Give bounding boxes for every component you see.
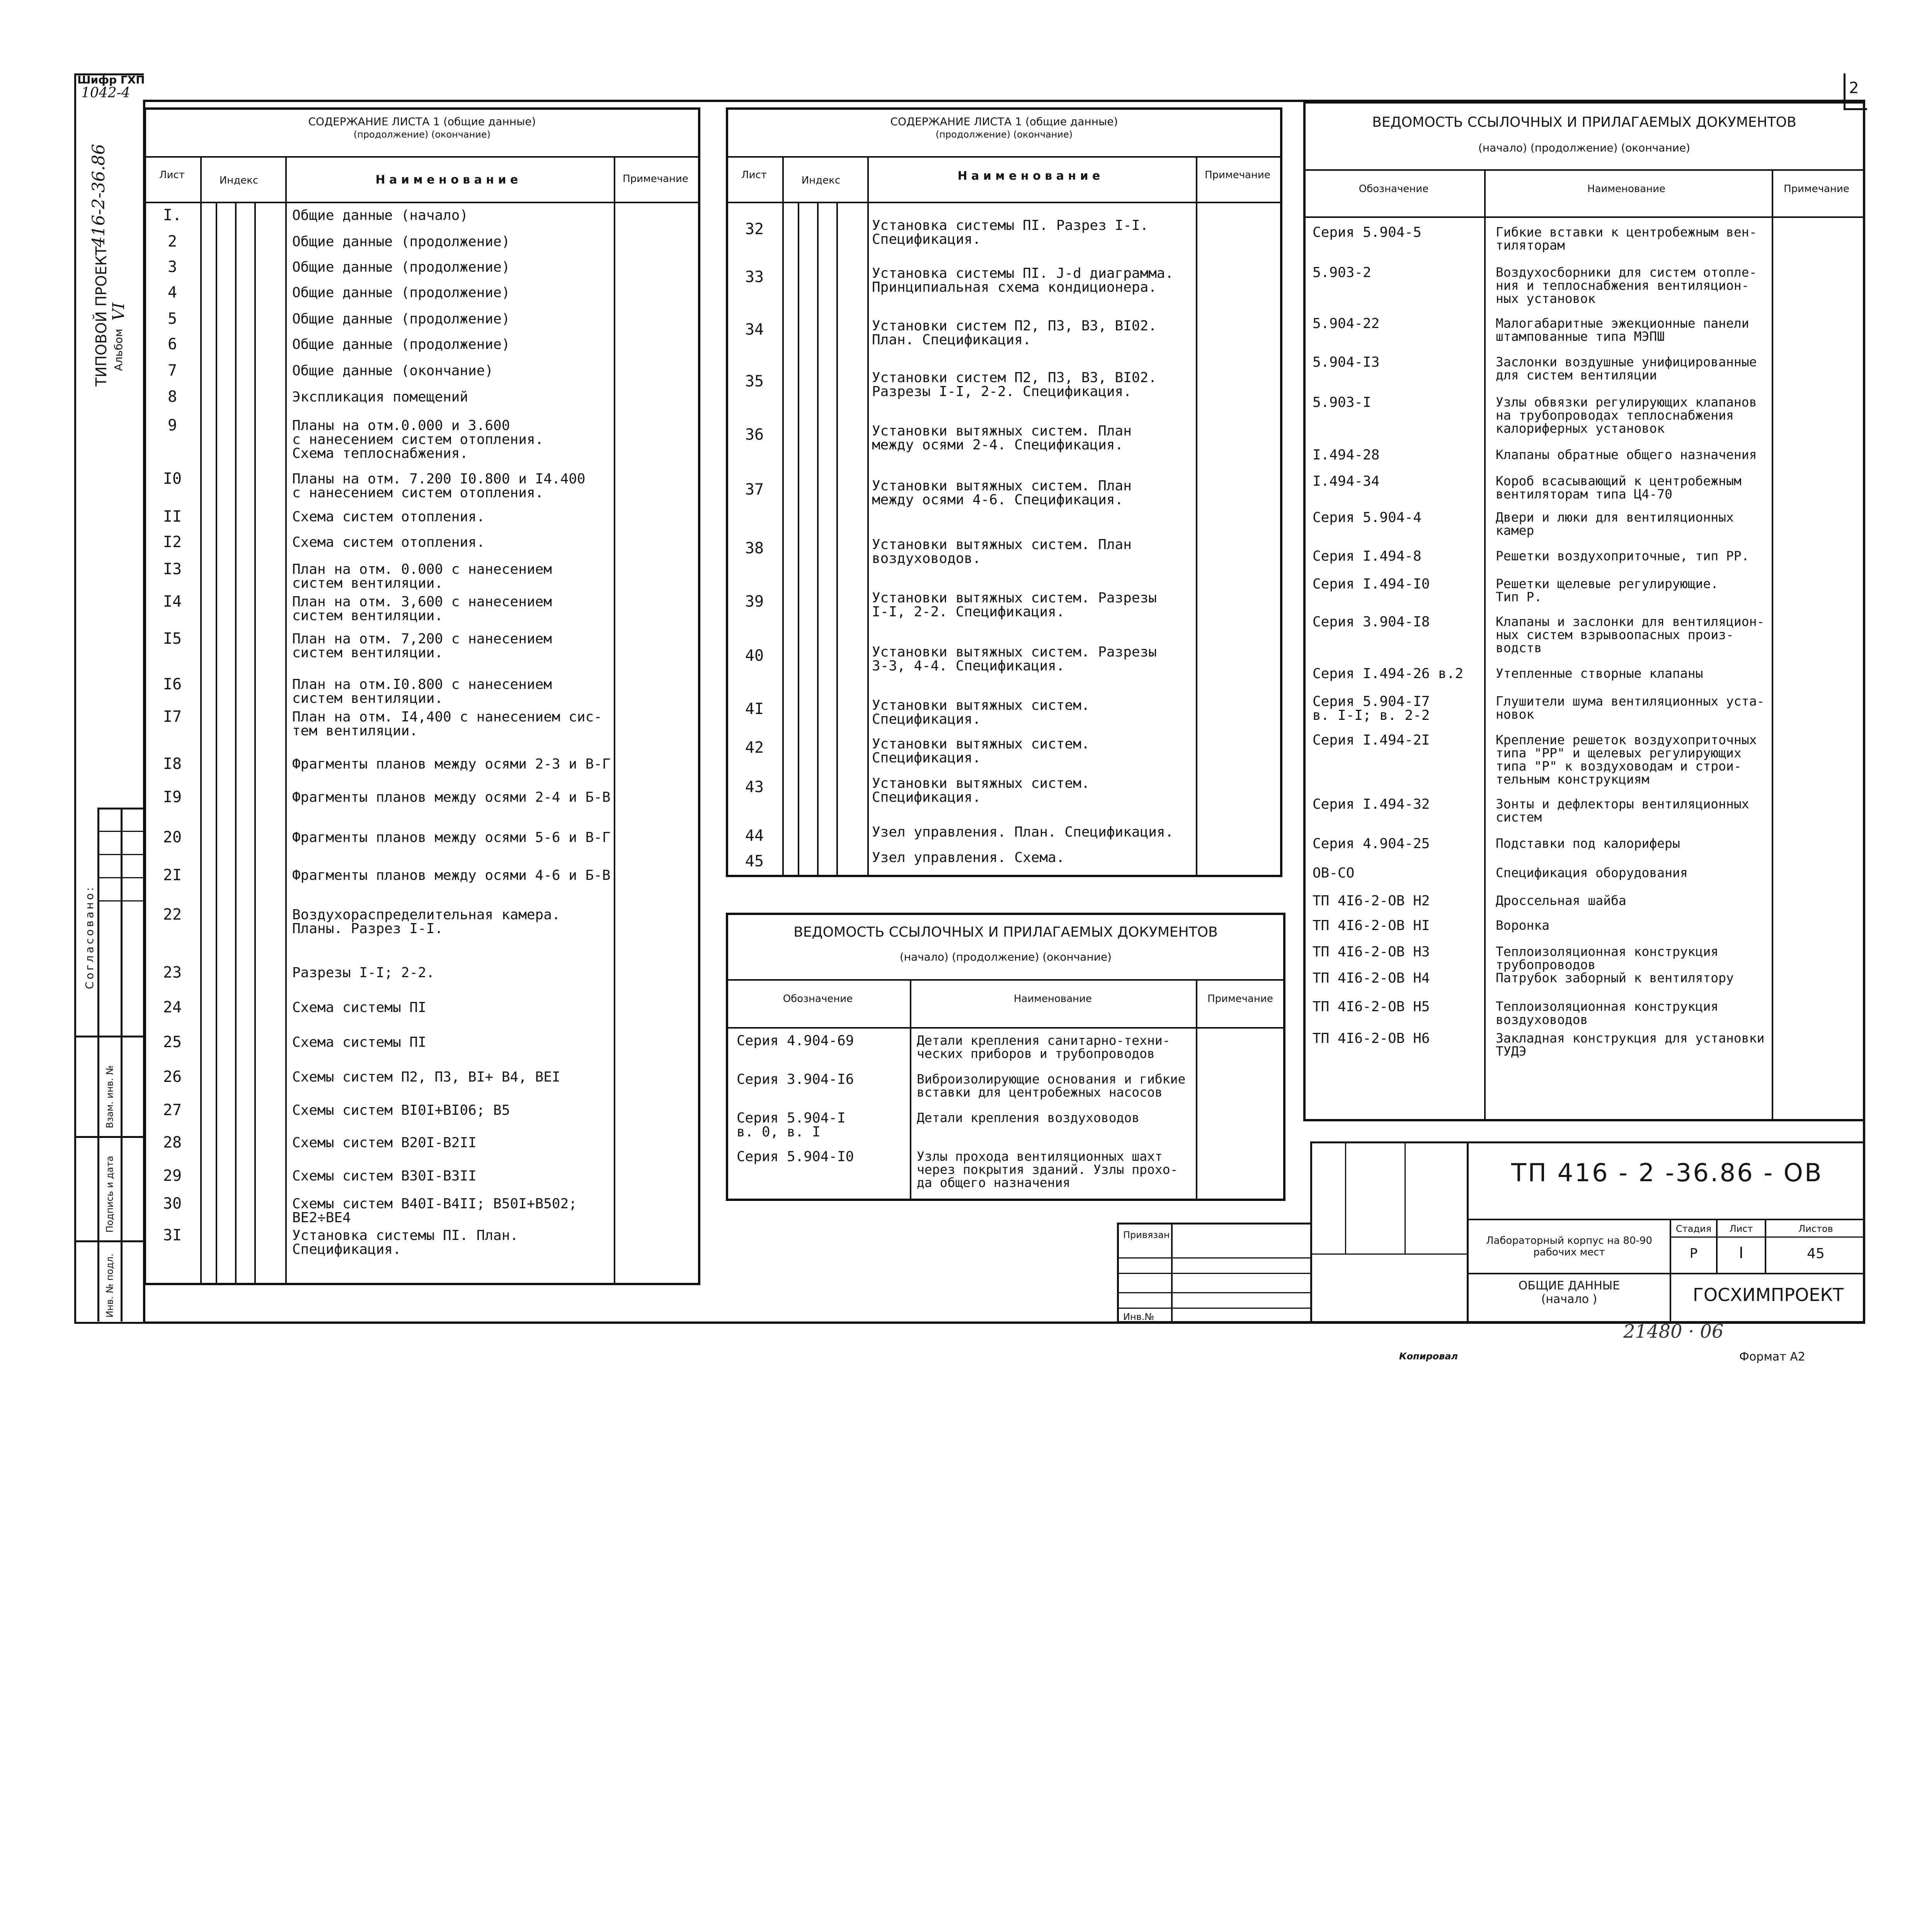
refs-right-code: Серия 3.904-I8 bbox=[1313, 614, 1430, 630]
contents-left-sheet-no: 8 bbox=[167, 388, 177, 406]
contents-mid-col-index: Индекс bbox=[801, 175, 841, 186]
format-label: Формат А2 bbox=[1739, 1350, 1805, 1364]
refs-right-code: Серия 4.904-25 bbox=[1313, 836, 1430, 852]
contents-left-title: СОДЕРЖАНИЕ ЛИСТА 1 (общие данные) bbox=[308, 115, 536, 128]
contents-mid-row-text: Установки вытяжных систем. Разрезы I-I, 2-2. Спецификация. bbox=[872, 590, 1157, 620]
stage-value: Р bbox=[1689, 1246, 1698, 1261]
contents-left-sheet-no: 28 bbox=[163, 1134, 182, 1151]
refs-right-name: Патрубок заборный к вентилятору bbox=[1496, 970, 1734, 985]
contents-mid-row-text: Установки вытяжных систем. Спецификация. bbox=[872, 697, 1090, 727]
refs-right-title: ВЕДОМОСТЬ ССЫЛОЧНЫХ И ПРИЛАГАЕМЫХ ДОКУМЕНТОВ bbox=[1372, 114, 1796, 130]
sheet-label: Лист bbox=[1729, 1223, 1753, 1234]
contents-mid-row-text: Установки вытяжных систем. План между осями 2-4. Спецификация. bbox=[872, 423, 1132, 453]
sheet-number: 2 bbox=[1849, 79, 1859, 97]
contents-left-sheet-no: 3I bbox=[163, 1226, 182, 1244]
contents-left-sheet-no: I6 bbox=[163, 675, 182, 693]
contents-left-sheet-no: 2I bbox=[163, 866, 182, 884]
refs-right-name: Закладная конструкция для установки ТУДЭ bbox=[1496, 1031, 1765, 1059]
refs-right-name: Утепленные створные клапаны bbox=[1496, 666, 1703, 681]
contents-left-sheet-no: I9 bbox=[163, 788, 182, 806]
refs-right-code: 5.904-I3 bbox=[1313, 354, 1380, 370]
contents-left-row-text: План на отм. 7,200 с нанесением систем вентиляции. bbox=[292, 631, 552, 661]
contents-left-sheet-no: 6 bbox=[167, 335, 177, 353]
contents-mid-row-text: Установки систем П2, П3, В3, ВI02. Разрезы I-I, 2-2. Спецификация. bbox=[872, 370, 1157, 400]
contents-left-sheet-no: 24 bbox=[163, 998, 182, 1016]
refs-mid-code: Серия 5.904-I в. 0, в. I bbox=[737, 1110, 846, 1140]
contents-left-row-text: Установка системы ПI. План. Спецификация. bbox=[292, 1228, 519, 1257]
refs-right-code: Серия 5.904-4 bbox=[1313, 510, 1422, 526]
contents-left-row-text: Схемы систем В40I-В4II; В50I+В502; ВЕ2÷ВЕ4 bbox=[292, 1196, 577, 1226]
contents-left-sheet-no: 22 bbox=[163, 906, 182, 923]
refs-right-name: Двери и люки для вентиляционных камер bbox=[1496, 510, 1734, 538]
refs-right-code: 5.903-I bbox=[1313, 395, 1371, 410]
refs-right-code: ТП 4I6-2-ОВ НI bbox=[1313, 918, 1430, 934]
contents-mid-sheet-no: 32 bbox=[745, 220, 764, 238]
refs-right-code: ТП 4I6-2-ОВ Н5 bbox=[1313, 999, 1430, 1015]
contents-left-row-text: Фрагменты планов между осями 5-6 и В-Г bbox=[292, 830, 611, 845]
contents-left-sheet-no: I3 bbox=[163, 560, 182, 578]
stage-label: Стадия bbox=[1675, 1223, 1712, 1234]
refs-right-name: Дроссельная шайба bbox=[1496, 893, 1626, 908]
contents-mid-row-text: Установки вытяжных систем. Спецификация. bbox=[872, 776, 1090, 805]
contents-mid-row-text: Установки систем П2, П3, В3, ВI02. План. Спецификация. bbox=[872, 318, 1157, 348]
contents-left-sheet-no: I. bbox=[163, 206, 182, 224]
contents-left-row-text: План на отм. I4,400 с нанесением сис- тем вентиляции. bbox=[292, 709, 602, 739]
refs-mid-col-code: Обозначение bbox=[783, 993, 853, 1005]
side-project-no: 416-2-36.86 bbox=[89, 144, 109, 247]
refs-right-name: Теплоизоляционная конструкция воздуховодов bbox=[1496, 999, 1719, 1027]
organization: ГОСХИМПРОЕКТ bbox=[1692, 1284, 1844, 1305]
contents-left-row-text: Фрагменты планов между осями 4-6 и Б-В bbox=[292, 867, 611, 883]
contents-left-sheet-no: 25 bbox=[163, 1033, 182, 1051]
refs-right-name: Решетки воздухоприточные, тип РР. bbox=[1496, 548, 1749, 563]
contents-left-sheet-no: 23 bbox=[163, 964, 182, 981]
contents-left-sheet-no: 30 bbox=[163, 1195, 182, 1213]
refs-right-name: Заслонки воздушные унифицированные для систем вентиляции bbox=[1496, 354, 1757, 383]
contents-mid-col-name: Н а и м е н о в а н и е bbox=[957, 169, 1100, 183]
contents-mid-row-text: Установки вытяжных систем. Разрезы 3-3, 4-4. Спецификация. bbox=[872, 644, 1157, 674]
contents-left-sheet-no: I4 bbox=[163, 593, 182, 611]
contents-mid-row-text: Установки вытяжных систем. Спецификация. bbox=[872, 736, 1090, 766]
refs-right-col-note: Примечание bbox=[1784, 183, 1849, 195]
contents-left-row-text: Схемы систем В30I-В3II bbox=[292, 1168, 477, 1184]
refs-right-code: I.494-34 bbox=[1313, 473, 1380, 489]
contents-left-sheet-no: I2 bbox=[163, 533, 182, 551]
refs-right-code: 5.904-22 bbox=[1313, 316, 1380, 332]
contents-mid-sheet-no: 35 bbox=[745, 372, 764, 390]
contents-left-row-text: Общие данные (окончание) bbox=[292, 363, 494, 379]
contents-left-subtitle: (продолжение) (окончание) bbox=[353, 129, 491, 140]
contents-mid-col-sheet: Лист bbox=[741, 169, 767, 181]
contents-left-row-text: Воздухораспределительная камера. Планы. Разрез I-I. bbox=[292, 907, 560, 937]
refs-right-code: Серия I.494-8 bbox=[1313, 548, 1422, 564]
side-sign-date: Подпись и дата bbox=[104, 1156, 115, 1233]
contents-left-sheet-no: II bbox=[163, 508, 182, 526]
contents-left-sheet-no: 9 bbox=[167, 417, 177, 434]
refs-mid-code: Серия 5.904-I0 bbox=[737, 1149, 854, 1165]
side-inv-orig: Взам. инв. № bbox=[104, 1065, 115, 1128]
sheet-value: I bbox=[1739, 1244, 1743, 1262]
refs-mid-name: Узлы прохода вентиляционных шахт через покрытия зданий. Узлы прохо- да общего назначения bbox=[917, 1149, 1178, 1190]
contents-left-row-text: Общие данные (продолжение) bbox=[292, 337, 510, 352]
contents-left-sheet-no: 26 bbox=[163, 1068, 182, 1086]
sheets-value: 45 bbox=[1807, 1246, 1825, 1262]
contents-left-row-text: План на отм. 3,600 с нанесением систем вентиляции. bbox=[292, 594, 552, 624]
contents-left-sheet-no: I0 bbox=[163, 470, 182, 488]
copied-label: Копировал bbox=[1399, 1351, 1458, 1362]
contents-left-row-text: План на отм.I0.800 с нанесением систем вентиляции. bbox=[292, 677, 552, 706]
sheets-label: Листов bbox=[1798, 1223, 1833, 1234]
contents-left-row-text: План на отм. 0.000 с нанесением систем вентиляции. bbox=[292, 561, 552, 591]
inv-label: Инв.№ bbox=[1123, 1311, 1154, 1322]
refs-mid-subtitle: (начало) (продолжение) (окончание) bbox=[899, 951, 1112, 963]
refs-right-code: ТП 4I6-2-ОВ Н4 bbox=[1313, 970, 1430, 986]
refs-right-name: Глушители шума вентиляционных уста- новок bbox=[1496, 694, 1765, 722]
contents-left-sheet-no: 29 bbox=[163, 1167, 182, 1185]
refs-mid-col-name: Наименование bbox=[1013, 993, 1092, 1005]
contents-left-row-text: Схема системы ПI bbox=[292, 1034, 426, 1050]
refs-right-name: Малогабаритные эжекционные панели штампованные типа МЭПШ bbox=[1496, 316, 1749, 344]
cipher-code: 1042-4 bbox=[81, 85, 130, 101]
refs-right-code: Серия 5.904-5 bbox=[1313, 224, 1422, 240]
sheet-title: ОБЩИЕ ДАННЫЕ (начало ) bbox=[1518, 1279, 1620, 1306]
refs-mid-name: Детали крепления воздуховодов bbox=[917, 1110, 1140, 1125]
refs-right-code: Серия I.494-I0 bbox=[1313, 576, 1430, 592]
contents-mid-sheet-no: 43 bbox=[745, 778, 764, 796]
side-agreed: Согласовано: bbox=[83, 885, 96, 989]
contents-mid-sheet-no: 42 bbox=[745, 739, 764, 757]
refs-right-code: ТП 4I6-2-ОВ Н3 bbox=[1313, 944, 1430, 960]
contents-left-row-text: Схемы систем ВI0I+ВI06; В5 bbox=[292, 1102, 510, 1118]
contents-left-row-text: Схемы систем П2, П3, ВI+ В4, ВЕI bbox=[292, 1069, 560, 1085]
refs-right-code: ОВ-СО bbox=[1313, 865, 1355, 881]
refs-right-code: Серия I.494-26 в.2 bbox=[1313, 666, 1464, 682]
refs-right-name: Подставки под калориферы bbox=[1496, 836, 1680, 851]
contents-left-row-text: Общие данные (продолжение) bbox=[292, 234, 510, 250]
refs-mid-col-note: Примечание bbox=[1207, 993, 1273, 1005]
contents-left-row-text: Общие данные (продолжение) bbox=[292, 311, 510, 327]
contents-mid-sheet-no: 34 bbox=[745, 321, 764, 338]
contents-left-sheet-no: 20 bbox=[163, 828, 182, 846]
refs-right-name: Зонты и дефлекторы вентиляционных систем bbox=[1496, 796, 1749, 825]
bound-label: Привязан bbox=[1123, 1230, 1170, 1240]
contents-mid-col-note: Примечание bbox=[1205, 169, 1270, 181]
contents-left-sheet-no: 4 bbox=[167, 284, 177, 301]
refs-right-name: Воздухосборники для систем отопле- ния и теплоснабжения вентиляцион- ных установок bbox=[1496, 265, 1757, 306]
contents-left-col-note: Примечание bbox=[623, 173, 688, 185]
contents-left-sheet-no: 2 bbox=[167, 233, 177, 250]
contents-left-sheet-no: 3 bbox=[167, 258, 177, 276]
contents-mid-row-text: Установка системы ПI. Разрез I-I. Спецификация. bbox=[872, 218, 1149, 247]
contents-left-sheet-no: I8 bbox=[163, 755, 182, 773]
cipher-label: Шифр ГХП bbox=[77, 73, 145, 86]
refs-right-code: Серия 5.904-I7 в. I-I; в. 2-2 bbox=[1313, 694, 1430, 723]
contents-left-col-name: Н а и м е н о в а н и е bbox=[375, 173, 518, 187]
contents-mid-subtitle: (продолжение) (окончание) bbox=[935, 129, 1073, 140]
object-name: Лабораторный корпус на 80-90 рабочих мест bbox=[1486, 1235, 1652, 1258]
contents-left-sheet-no: 27 bbox=[163, 1101, 182, 1119]
refs-right-name: Теплоизоляционная конструкция трубопроводов bbox=[1496, 944, 1719, 972]
side-album-label: Альбом bbox=[112, 328, 125, 371]
contents-mid-sheet-no: 4I bbox=[745, 700, 764, 718]
refs-right-name: Клапаны и заслонки для вентиляцион- ных систем взрывоопасных произ- водств bbox=[1496, 614, 1765, 655]
contents-left-sheet-no: 5 bbox=[167, 310, 177, 328]
refs-right-code: Серия I.494-2I bbox=[1313, 732, 1430, 748]
contents-mid-row-text: Установка системы ПI. J-d диаграмма. Принципиальная схема кондиционера. bbox=[872, 265, 1174, 295]
contents-left-row-text: Планы на отм. 7.200 I0.800 и I4.400 с нанесением систем отопления. bbox=[292, 471, 586, 501]
contents-mid-sheet-no: 37 bbox=[745, 481, 764, 498]
refs-right-name: Спецификация оборудования bbox=[1496, 865, 1688, 880]
contents-left-row-text: Экспликация помещений bbox=[292, 389, 468, 405]
contents-left-row-text: Схема систем отопления. bbox=[292, 509, 485, 525]
contents-mid-row-text: Установки вытяжных систем. План между осями 4-6. Спецификация. bbox=[872, 478, 1132, 508]
refs-right-code: Серия I.494-32 bbox=[1313, 796, 1430, 812]
contents-mid-row-text: Узел управления. План. Спецификация. bbox=[872, 824, 1174, 840]
refs-right-name: Клапаны обратные общего назначения bbox=[1496, 447, 1757, 462]
contents-left-row-text: Фрагменты планов между осями 2-3 и В-Г bbox=[292, 756, 611, 772]
contents-mid-row-text: Установки вытяжных систем. План воздуховодов. bbox=[872, 537, 1132, 566]
refs-mid-title: ВЕДОМОСТЬ ССЫЛОЧНЫХ И ПРИЛАГАЕМЫХ ДОКУМЕНТОВ bbox=[793, 924, 1218, 940]
archive-number: 21480 · 06 bbox=[1623, 1321, 1724, 1342]
contents-left-row-text: Планы на отм.0.000 и 3.600 с нанесением систем отопления. Схема теплоснабжения. bbox=[292, 418, 544, 461]
refs-right-name: Узлы обвязки регулирующих клапанов на трубопроводах теплоснабжения калориферных установок bbox=[1496, 395, 1757, 436]
refs-right-code: ТП 4I6-2-ОВ Н2 bbox=[1313, 893, 1430, 909]
contents-mid-sheet-no: 39 bbox=[745, 593, 764, 611]
contents-left-col-sheet: Лист bbox=[159, 169, 185, 181]
contents-mid-row-text: Узел управления. Схема. bbox=[872, 850, 1065, 866]
doc-code: ТП 416 - 2 -36.86 - ОВ bbox=[1511, 1159, 1823, 1187]
contents-mid-title: СОДЕРЖАНИЕ ЛИСТА 1 (общие данные) bbox=[890, 115, 1118, 128]
refs-mid-code: Серия 3.904-I6 bbox=[737, 1071, 854, 1087]
contents-left-sheet-no: I5 bbox=[163, 630, 182, 648]
contents-mid-sheet-no: 36 bbox=[745, 426, 764, 444]
contents-left-row-text: Общие данные (продолжение) bbox=[292, 259, 510, 275]
contents-left-row-text: Схемы систем В20I-В2II bbox=[292, 1135, 477, 1151]
refs-right-name: Крепление решеток воздухоприточных типа "РР" и щелевых регулирующих типа "Р" к воздуховодам и строи- тельным конструкциям bbox=[1496, 732, 1757, 787]
refs-right-col-code: Обозначение bbox=[1359, 183, 1429, 195]
contents-mid-sheet-no: 33 bbox=[745, 268, 764, 286]
refs-right-name: Воронка bbox=[1496, 918, 1550, 933]
refs-right-code: I.494-28 bbox=[1313, 447, 1380, 463]
contents-left-col-index: Индекс bbox=[219, 175, 259, 186]
title-block bbox=[1117, 1122, 1865, 1323]
refs-right-name: Гибкие вставки к центробежным вен- тиляторам bbox=[1496, 224, 1757, 253]
contents-mid-sheet-no: 38 bbox=[745, 539, 764, 557]
contents-left-row-text: Фрагменты планов между осями 2-4 и Б-В bbox=[292, 789, 611, 805]
refs-mid-name: Виброизолирующие основания и гибкие вставки для центробежных насосов bbox=[917, 1071, 1186, 1100]
contents-left-row-text: Схема системы ПI bbox=[292, 1000, 426, 1015]
contents-left-row-text: Схема систем отопления. bbox=[292, 534, 485, 550]
contents-left-sheet-no: I7 bbox=[163, 708, 182, 726]
refs-right-code: 5.903-2 bbox=[1313, 265, 1371, 281]
contents-mid-sheet-no: 40 bbox=[745, 647, 764, 665]
contents-left-row-text: Разрезы I-I; 2-2. bbox=[292, 965, 435, 981]
refs-mid-code: Серия 4.904-69 bbox=[737, 1033, 854, 1049]
contents-mid-sheet-no: 44 bbox=[745, 827, 764, 845]
side-album-no: VI bbox=[109, 303, 128, 321]
refs-right-col-name: Наименование bbox=[1587, 183, 1666, 195]
contents-left-row-text: Общие данные (продолжение) bbox=[292, 285, 510, 301]
refs-right-subtitle: (начало) (продолжение) (окончание) bbox=[1478, 141, 1691, 154]
side-inv-no: Инв. № подл. bbox=[104, 1253, 115, 1318]
side-project-label: ТИПОВОЙ ПРОЕКТ bbox=[93, 246, 110, 386]
refs-mid-name: Детали крепления санитарно-техни- ческих приборов и трубопроводов bbox=[917, 1033, 1170, 1061]
refs-right-name: Короб всасывающий к центробежным вентиляторам типа Ц4-70 bbox=[1496, 473, 1742, 502]
contents-left-row-text: Общие данные (начало) bbox=[292, 207, 468, 223]
contents-left-sheet-no: 7 bbox=[167, 362, 177, 379]
refs-right-name: Решетки щелевые регулирующие. Тип Р. bbox=[1496, 576, 1719, 604]
contents-mid-sheet-no: 45 bbox=[745, 852, 764, 870]
refs-right-code: ТП 4I6-2-ОВ Н6 bbox=[1313, 1031, 1430, 1046]
